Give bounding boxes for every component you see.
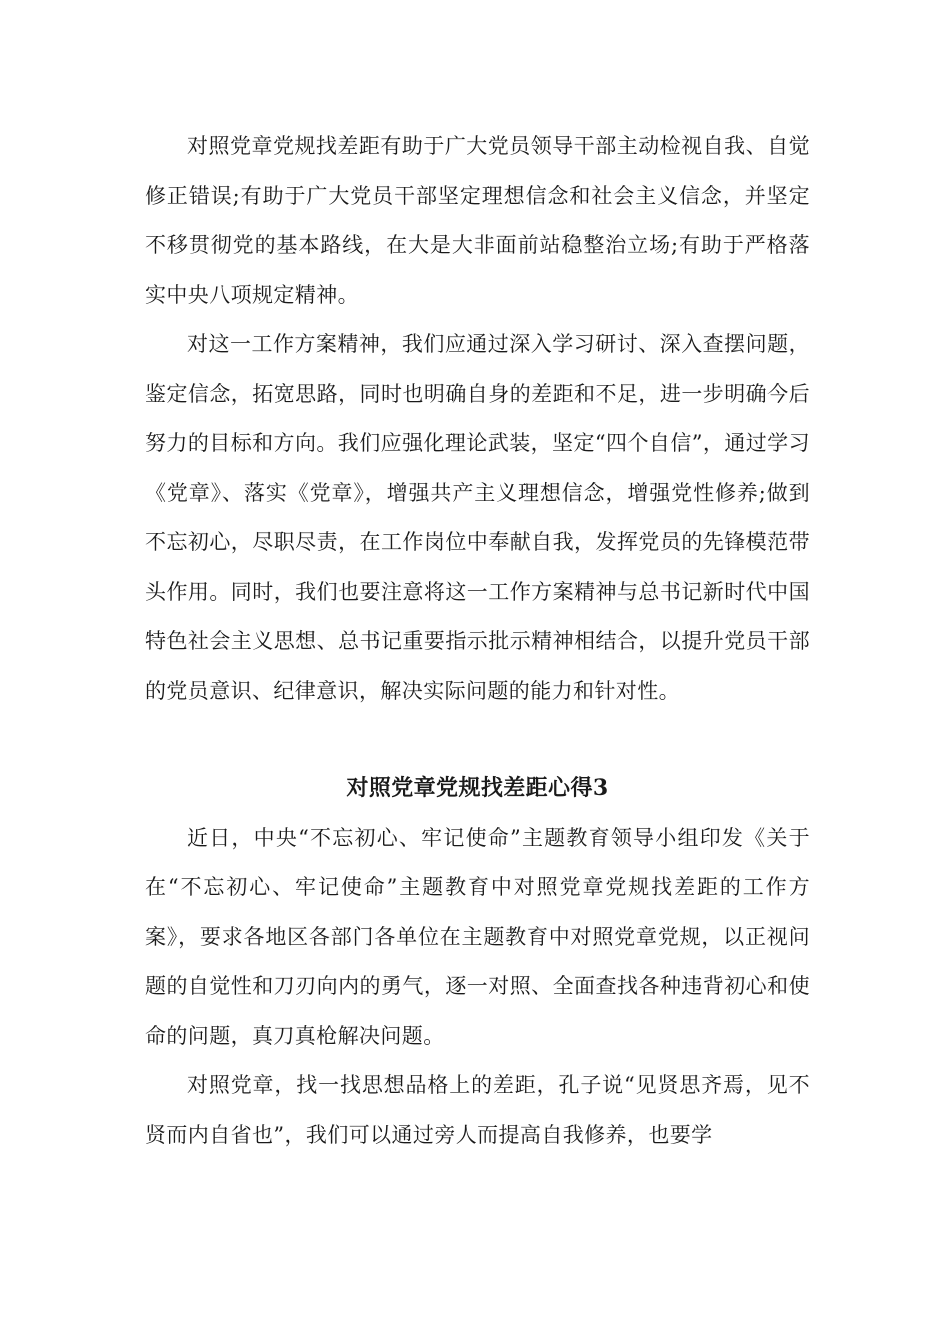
document-body	[145, 122, 810, 1160]
paragraph-1: 对照党章党规找差距有助于广大党员领导干部主动检视自我、自觉修正错误;有助于广大党员干部坚定理想信念和社会主义信念，并坚定不移贯彻党的基本路线，在大是大非面前站稳整治立场;有助于严格落实中央八项规定精神。	[145, 134, 810, 307]
paragraph-2: 对这一工作方案精神，我们应通过深入学习研讨、深入查摆问题，鉴定信念，拓宽思路，同时也明确自身的差距和不足，进一步明确今后努力的目标和方向。我们应强化理论武装，坚定“四个自信”，通过学习《党章》、落实《党章》，增强共产主义理想信念，增强党性修养;做到不忘初心，尽职尽责，在工作岗位中奉献自我，发挥党员的先锋模范带头作用。同时，我们也要注意将这一工作方案精神与总书记新时代中国特色社会主义思想、总书记重要指示批示精神相结合，以提升党员干部的党员意识、纪律意识，解决实际问题的能力和针对性。	[145, 332, 810, 703]
paragraph-4: 对照党章，找一找思想品格上的差距，孔子说“见贤思齐焉，见不贤而内自省也”，我们可以通过旁人而提高自我修养，也要学	[145, 1073, 810, 1147]
section-title: 对照党章党规找差距心得3	[346, 775, 609, 801]
paragraph-3: 近日，中央“不忘初心、牢记使命”主题教育领导小组印发《关于在“不忘初心、牢记使命”主题教育中对照党章党规找差距的工作方案》，要求各地区各部门各单位在主题教育中对照党章党规，以正视问题的自觉性和刀刃向内的勇气，逐一对照、全面查找各种违背初心和使命的问题，真刀真枪解决问题。	[145, 825, 810, 1048]
